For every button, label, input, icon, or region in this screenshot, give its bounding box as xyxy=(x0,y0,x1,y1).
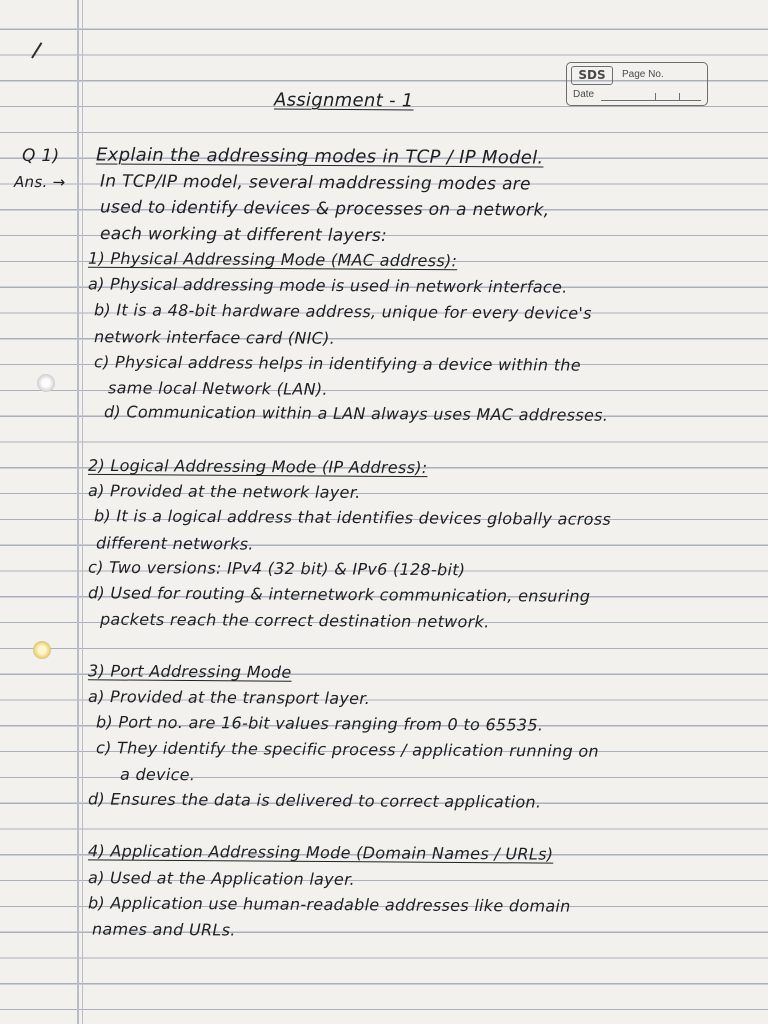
section-line: b) It is a logical address that identifies devices globally across xyxy=(93,506,612,529)
section-line: d) Used for routing & internetwork communication, ensuring xyxy=(87,583,591,606)
answer-label: Ans. → xyxy=(13,172,66,192)
section-heading: 1) Physical Addressing Mode (MAC address): xyxy=(87,248,458,271)
stamp-brand-logo: SDS xyxy=(571,66,613,85)
section-line: c) Two versions: IPv4 (32 bit) & IPv6 (128-bit) xyxy=(87,557,466,580)
section-line: a) Used at the Application layer. xyxy=(87,868,355,889)
answer-intro-line: In TCP/IP model, several maddressing modes are xyxy=(99,171,531,195)
section-line: a) Physical addressing mode is used in network interface. xyxy=(87,274,568,297)
margin-line-inner xyxy=(82,0,83,1024)
section-line: different networks. xyxy=(95,533,254,554)
section-line: b) It is a 48-bit hardware address, unique for every device's xyxy=(93,300,592,323)
section-line: b) Application use human-readable addresses like domain xyxy=(87,893,571,916)
section-line: a) Provided at the network layer. xyxy=(87,481,361,502)
stamp-date-label: Date xyxy=(573,89,595,100)
section-line: d) Communication within a LAN always uses MAC addresses. xyxy=(103,402,609,425)
section-line: packets reach the correct destination network. xyxy=(99,609,490,632)
section-line: network interface card (NIC). xyxy=(93,327,336,348)
section-heading: 2) Logical Addressing Mode (IP Address): xyxy=(87,455,428,478)
answer-intro-line: each working at different layers: xyxy=(99,223,388,247)
answer-intro-line: used to identify devices & processes on a network, xyxy=(99,197,550,221)
stamp-date-tick xyxy=(679,93,680,101)
stamp-date-tick xyxy=(655,93,656,101)
punch-hole xyxy=(33,641,51,659)
section-line: c) They identify the specific process / application running on xyxy=(95,738,599,761)
question-label: Q 1) xyxy=(21,145,60,167)
punch-hole xyxy=(37,374,55,392)
section-heading: 3) Port Addressing Mode xyxy=(87,661,292,682)
section-line: b) Port no. are 16-bit values ranging from 0 to 65535. xyxy=(95,712,544,735)
stamp-date-rule xyxy=(601,100,701,101)
section-line: a device. xyxy=(119,764,196,785)
stamp-page-label: Page No. xyxy=(622,69,664,80)
page-stamp xyxy=(566,62,708,106)
section-heading: 4) Application Addressing Mode (Domain Names / URLs) xyxy=(87,841,554,864)
section-line: names and URLs. xyxy=(91,919,236,940)
section-line: d) Ensures the data is delivered to correct application. xyxy=(87,789,542,812)
section-line: same local Network (LAN). xyxy=(107,378,328,399)
corner-pen-stroke xyxy=(31,42,42,58)
question-text: Explain the addressing modes in TCP / IP Model. xyxy=(95,144,544,169)
section-line: c) Physical address helps in identifying a device within the xyxy=(93,352,581,375)
section-line: a) Provided at the transport layer. xyxy=(87,687,371,708)
margin-line xyxy=(77,0,79,1024)
page-title: Assignment - 1 xyxy=(273,89,414,112)
